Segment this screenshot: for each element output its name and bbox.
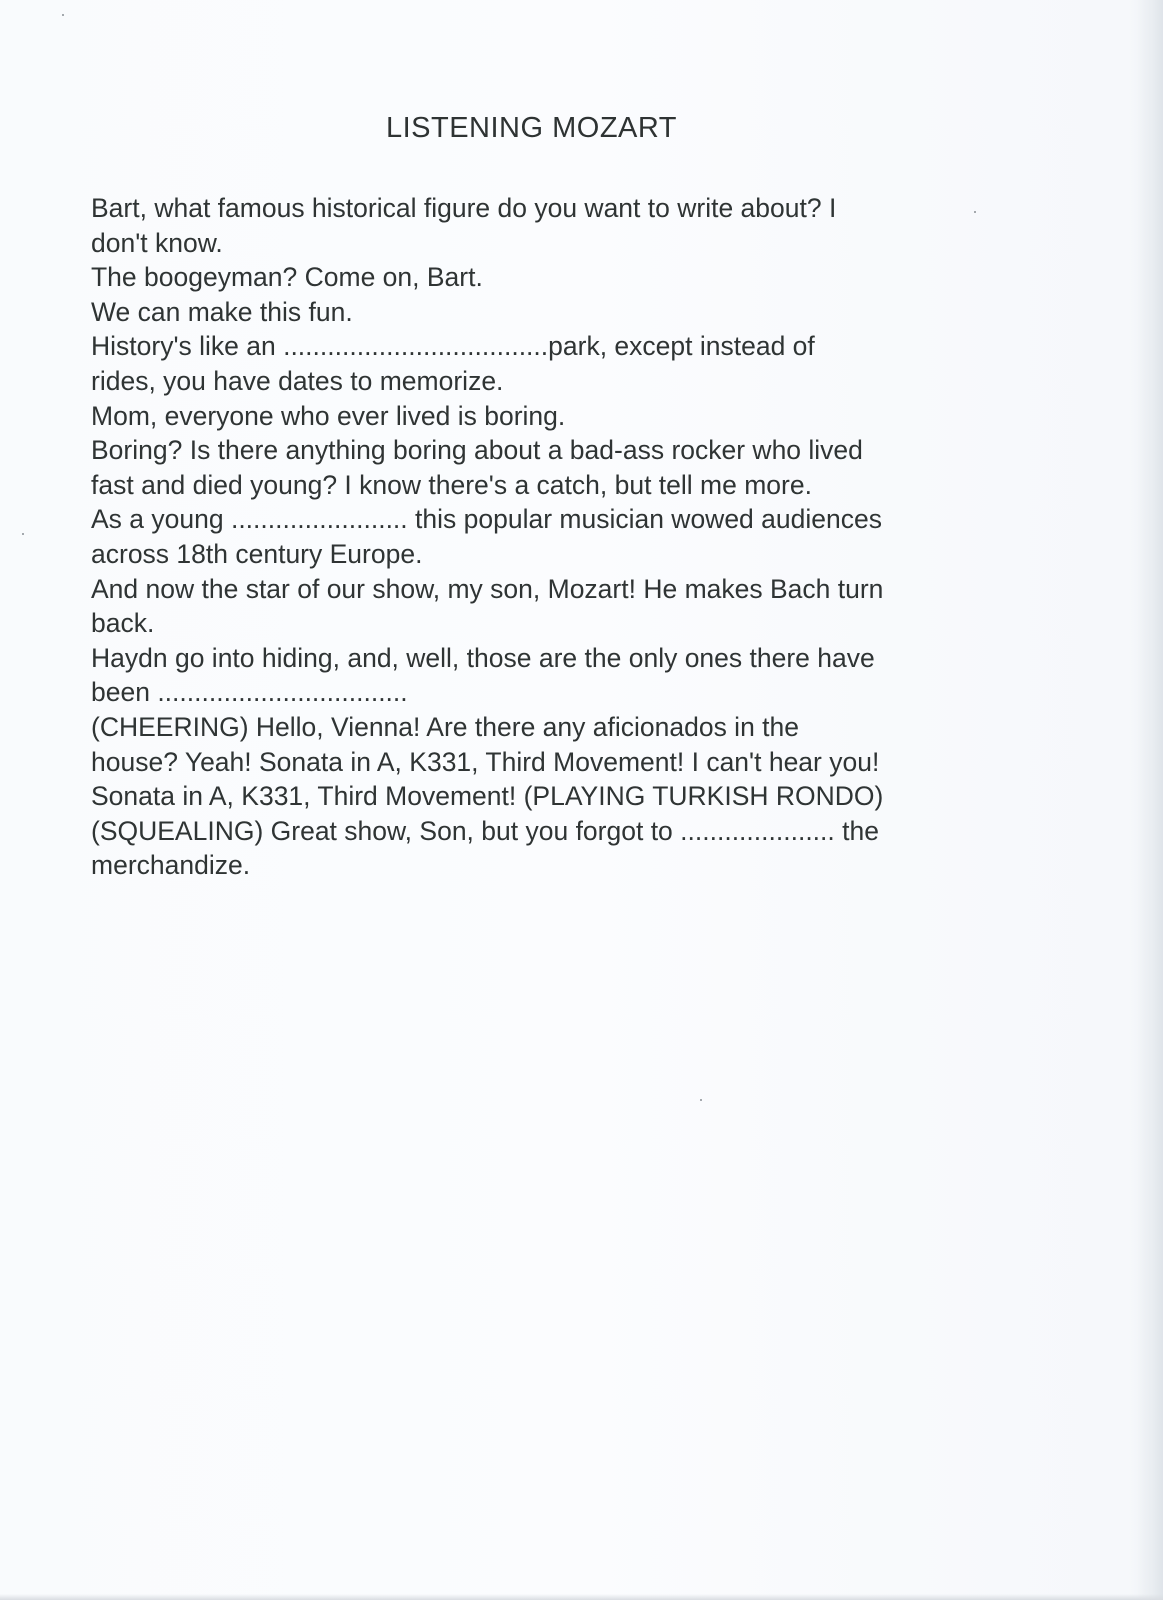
scan-speck xyxy=(22,533,24,535)
text-line-blank: History's like an ....................................park, except instead of xyxy=(91,331,815,362)
page-bottom-shadow xyxy=(0,1594,1163,1600)
text-line: Bart, what famous historical figure do you want to write about? I xyxy=(91,193,837,223)
text-line: house? Yeah! Sonata in A, K331, Third Movement! I can't hear you! xyxy=(91,746,880,777)
page-edge-shadow xyxy=(1137,0,1163,1600)
text-line: The boogeyman? Come on, Bart. xyxy=(91,262,483,293)
text-line: Haydn go into hiding, and, well, those are the only ones there have xyxy=(91,642,875,673)
text-line: Mom, everyone who ever lived is boring. xyxy=(91,400,566,431)
text-line: don't know. xyxy=(91,227,223,258)
text-line: back. xyxy=(91,608,155,639)
scan-speck xyxy=(700,1099,702,1101)
scan-speck xyxy=(62,14,64,16)
transcript-text xyxy=(91,191,1011,883)
text-line: We can make this fun. xyxy=(91,296,353,327)
text-line-blank: As a young ........................ this popular musician wowed audiences xyxy=(91,504,882,535)
scan-speck xyxy=(974,211,976,213)
text-line: And now the star of our show, my son, Mozart! He makes Bach turn xyxy=(91,573,884,604)
text-line: Boring? Is there anything boring about a bad-ass rocker who lived xyxy=(91,435,863,466)
text-line: fast and died young? I know there's a catch, but tell me more. xyxy=(91,469,812,500)
text-line-blank: been .................................. xyxy=(91,677,408,708)
text-line: Sonata in A, K331, Third Movement! (PLAYING TURKISH RONDO) xyxy=(91,781,884,812)
text-line: across 18th century Europe. xyxy=(91,538,423,569)
text-line: merchandize. xyxy=(91,850,251,881)
text-line-blank: (SQUEALING) Great show, Son, but you forgot to ..................... the xyxy=(91,815,879,846)
text-line: rides, you have dates to memorize. xyxy=(91,365,504,396)
page-title: LISTENING MOZART xyxy=(385,112,678,144)
text-line: (CHEERING) Hello, Vienna! Are there any aficionados in the xyxy=(91,711,800,742)
